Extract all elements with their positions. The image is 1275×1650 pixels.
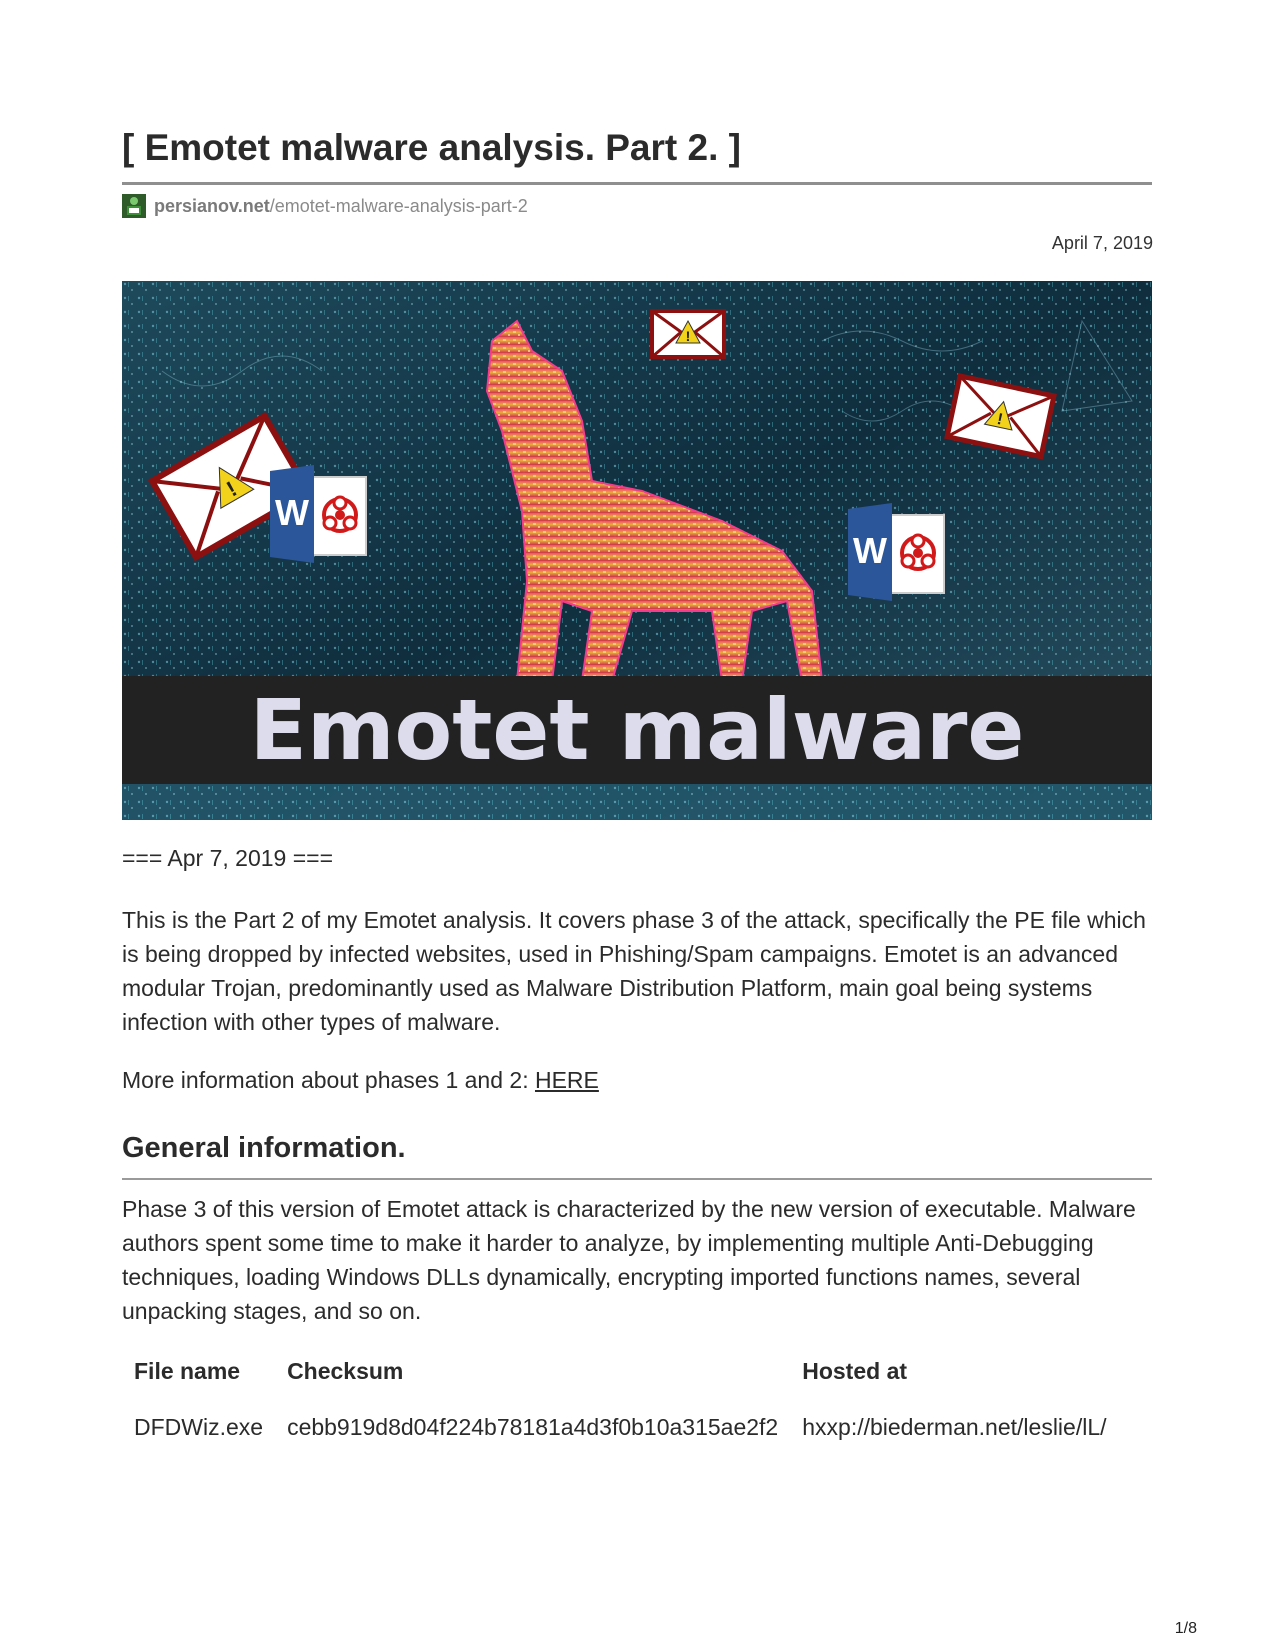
file-name-cell: DFDWiz.exe <box>134 1414 264 1440</box>
file-table <box>122 1354 1119 1454</box>
source-domain: persianov.net <box>154 195 270 216</box>
word-document-icon <box>848 503 944 601</box>
word-document-icon <box>270 465 366 563</box>
checksum-cell: cebb919d8d04f224b78181a4d3f0b10a315ae2f2 <box>287 1414 779 1440</box>
column-header: Hosted at <box>802 1358 908 1384</box>
source-path: /emotet-malware-analysis-part-2 <box>269 195 528 216</box>
source-link[interactable] <box>122 194 528 218</box>
page-number: 1/8 <box>1174 1620 1197 1637</box>
column-header: File name <box>134 1358 241 1384</box>
svg-text:W: W <box>275 492 309 533</box>
date-line: === Apr 7, 2019 === <box>122 845 334 871</box>
more-info-paragraph <box>122 1063 1157 1097</box>
svg-text:!: ! <box>995 410 1005 429</box>
svg-text:W: W <box>853 530 887 571</box>
title-divider <box>122 182 1152 185</box>
section-heading: General information. <box>122 1132 406 1164</box>
section-divider <box>122 1178 1152 1180</box>
svg-text:!: ! <box>685 328 691 344</box>
article-title: [ Emotet malware analysis. Part 2. ] <box>122 127 741 168</box>
hero-banner-text: Emotet malware <box>249 681 1025 779</box>
column-header: Checksum <box>287 1358 404 1384</box>
intro-paragraph: This is the Part 2 of my Emotet analysis. It covers phase 3 of the attack, specifically the PE file which is being dropped by infected websites, used in Phishing/Spam campaigns. Emotet is an advanced modular Trojan, predominantly used as Malware Distribution Platform, main goal being systems infection with other types of malware. <box>122 907 1146 1035</box>
more-info-text: More information about phases 1 and 2: <box>122 1067 535 1093</box>
hero-image <box>122 281 1152 820</box>
svg-text:!: ! <box>222 476 241 502</box>
site-favicon-icon <box>122 194 146 218</box>
publish-date: April 7, 2019 <box>1051 233 1153 253</box>
general-info-paragraph: Phase 3 of this version of Emotet attack is characterized by the new version of executable. Malware authors spent some time to make it harder to analyze, by implementing multiple Anti-Debugging techniques, loading Windows DLLs dynamically, encrypting imported functions names, several unpacking stages, and so on. <box>122 1196 1136 1324</box>
warning-envelope-icon <box>652 311 724 357</box>
here-link[interactable]: HERE <box>534 1067 599 1093</box>
table-row <box>122 1408 1119 1454</box>
table-header-row <box>122 1354 1119 1408</box>
hosted-at-cell: hxxp://biederman.net/leslie/lL/ <box>802 1414 1107 1440</box>
